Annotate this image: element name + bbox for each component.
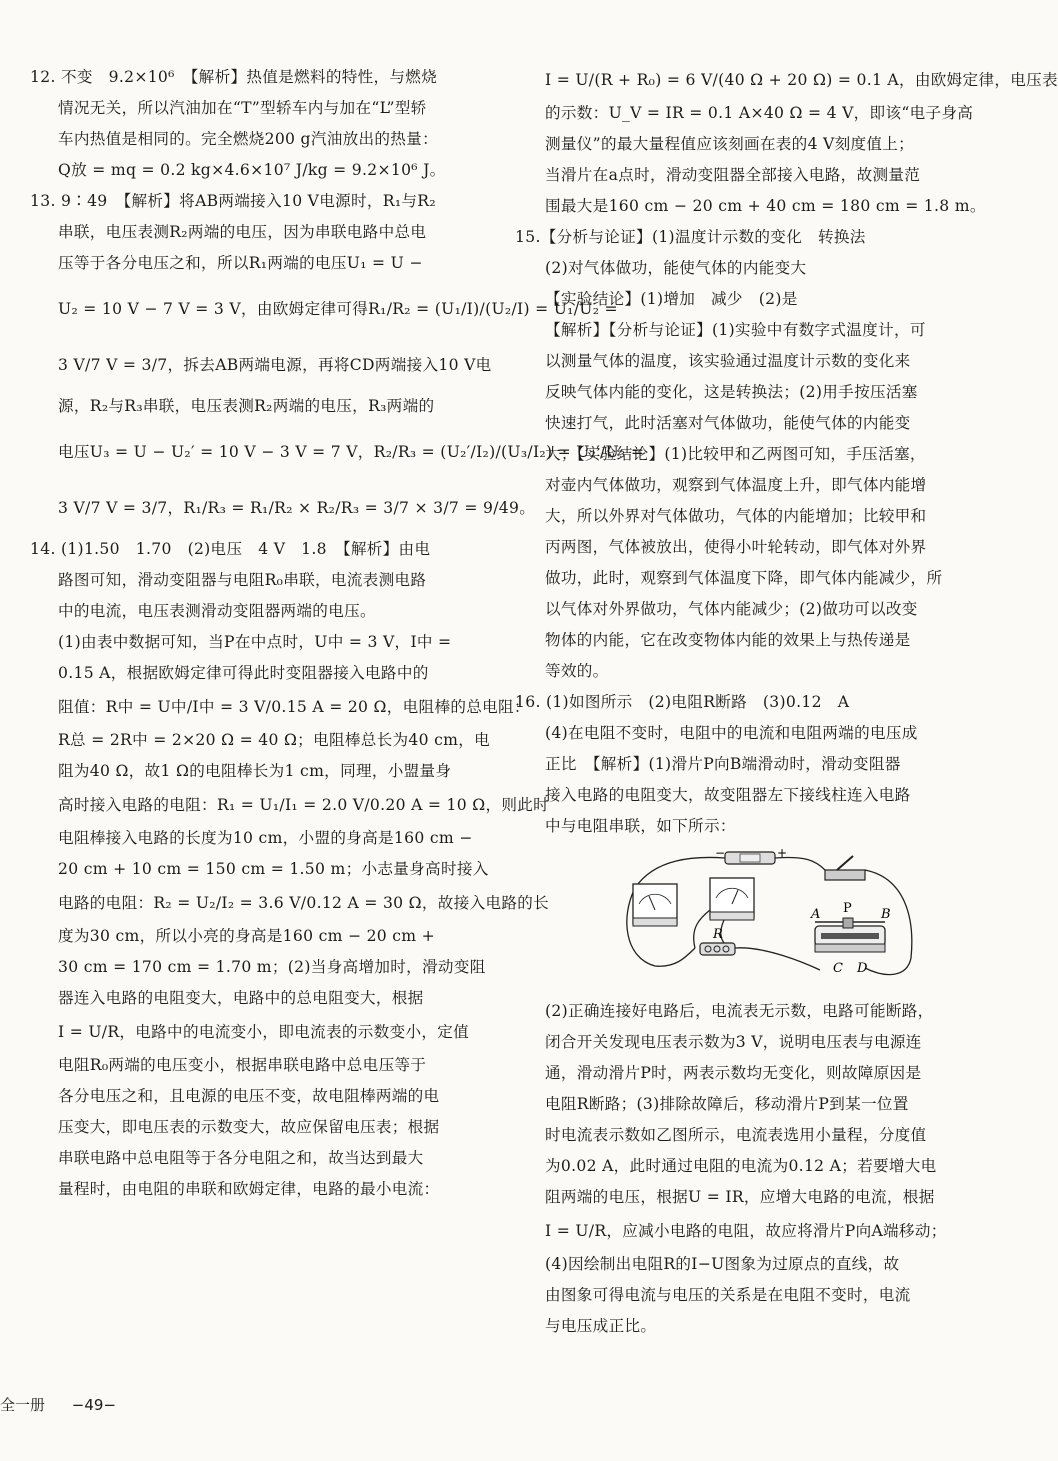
text-line: 各分电压之和，且电源的电压不变，故电阻棒两端的电 bbox=[58, 1087, 440, 1105]
text-line: 电阻棒接入电路的长度为10 cm，小盟的身高是160 cm − bbox=[58, 829, 473, 847]
text-line: 15.【分析与论证】(1)温度计示数的变化 转换法 bbox=[515, 228, 866, 246]
text-line: 3 V/7 V = 3/7，拆去AB两端电源，再将CD两端接入10 V电 bbox=[58, 356, 492, 374]
text-line: 与电压成正比。 bbox=[545, 1317, 657, 1335]
text-line: 13. 9∶49 【解析】将AB两端接入10 V电源时，R₁与R₂ bbox=[30, 192, 436, 210]
text-line: 大；【实验结论】(1)比较甲和乙两图可知，手压活塞， bbox=[545, 445, 926, 463]
text-line: 20 cm + 10 cm = 150 cm = 1.50 m；小志量身高时接入 bbox=[58, 860, 489, 878]
text-line: (2)对气体做功，能使气体的内能变大 bbox=[545, 259, 807, 277]
text-line: U₂ = 10 V − 7 V = 3 V，由欧姆定律可得R₁/R₂ = (U₁/I)/(U₂/I) = U₁/U₂ = bbox=[58, 300, 618, 318]
battery-plus-label: + bbox=[777, 846, 788, 860]
resistor-label: R bbox=[713, 927, 723, 942]
battery-minus-label: − bbox=[715, 846, 726, 860]
text-line: 电阻R₀两端的电压变小，根据串联电路中总电压等于 bbox=[58, 1056, 427, 1074]
text-line: 接入电路的电阻变大，故变阻器左下接线柱连入电路 bbox=[545, 786, 911, 804]
text-line: 压变大，即电压表的示数变大，故应保留电压表；根据 bbox=[58, 1118, 440, 1136]
text-line: 串联，电压表测R₂两端的电压，因为串联电路中总电 bbox=[58, 223, 427, 241]
text-line: 由图象可得电流与电压的关系是在电阻不变时，电流 bbox=[545, 1286, 911, 1304]
page-number: −49− bbox=[71, 1396, 117, 1414]
text-line: 通，滑动滑片P时，两表示数均无变化，则故障原因是 bbox=[545, 1064, 922, 1082]
switch-icon bbox=[825, 856, 865, 880]
text-line: 量程时，由电阻的串联和欧姆定律，电路的最小电流： bbox=[58, 1180, 440, 1198]
text-line: 源，R₂与R₃串联，电压表测R₂两端的电压，R₃两端的 bbox=[58, 397, 435, 415]
text-line: 围最大是160 cm − 20 cm + 40 cm = 180 cm = 1.8 m。 bbox=[545, 197, 986, 215]
text-line: (4)因绘制出电阻R的I−U图象为过原点的直线，故 bbox=[545, 1255, 900, 1273]
rheostat-p-label: P bbox=[843, 901, 852, 916]
text-line: 0.15 A，根据欧姆定律可得此时变阻器接入电路中的 bbox=[58, 664, 429, 682]
text-line: 大，所以外界对气体做功，气体的内能增加；比较甲和 bbox=[545, 507, 927, 525]
rheostat-a-label: A bbox=[811, 907, 821, 922]
text-line: R总 = 2R中 = 2×20 Ω = 40 Ω；电阻棒总长为40 cm，电 bbox=[58, 731, 491, 749]
text-line: 电阻R断路；(3)排除故障后，移动滑片P到某一位置 bbox=[545, 1095, 909, 1113]
text-line: (1)由表中数据可知，当P在中点时，U中 = 3 V，I中 = bbox=[58, 633, 452, 651]
text-line: 丙两图，气体被放出，使得小叶轮转动，即气体对外界 bbox=[545, 538, 927, 556]
text-line: 16. (1)如图所示 (2)电阻R断路 (3)0.12 A bbox=[515, 693, 850, 711]
text-line: 以气体对外界做功，气体内能减少；(2)做功可以改变 bbox=[545, 600, 918, 618]
text-line: 中与电阻串联，如下所示： bbox=[545, 817, 736, 835]
text-line: 串联电路中总电阻等于各分电阻之和，故当达到最大 bbox=[58, 1149, 424, 1167]
text-line: 正比 【解析】(1)滑片P向B端滑动时，滑动变阻器 bbox=[545, 755, 901, 773]
text-line: 为0.02 A，此时通过电阻的电流为0.12 A；若要增大电 bbox=[545, 1157, 937, 1175]
text-line: 阻值：R中 = U中/I中 = 3 V/0.15 A = 20 Ω，电阻棒的总电阻： bbox=[58, 698, 530, 716]
text-line: 12. 不变 9.2×10⁶ 【解析】热值是燃料的特性，与燃烧 bbox=[30, 68, 438, 86]
text-line: 压等于各分电压之和，所以R₁两端的电压U₁ = U − bbox=[58, 254, 423, 272]
text-line: 测量仪”的最大量程值应该刻画在表的4 V刻度值上； bbox=[545, 135, 915, 153]
text-line: 电压U₃ = U − U₂′ = 10 V − 3 V = 7 V，R₂/R₃ = (U₂′/I₂)/(U₃/I₂) = U₂′/U₃ = bbox=[58, 443, 645, 461]
text-line: I = U/R，电路中的电流变小，即电流表的示数变小，定值 bbox=[58, 1023, 470, 1041]
text-line: 路图可知，滑动变阻器与电阻R₀串联，电流表测电路 bbox=[58, 571, 427, 589]
text-line: Q放 = mq = 0.2 kg×4.6×10⁷ J/kg = 9.2×10⁶ J。 bbox=[58, 161, 446, 179]
page-footer bbox=[0, 1394, 138, 1415]
ammeter-icon bbox=[633, 884, 677, 926]
circuit-diagram bbox=[615, 848, 915, 986]
footer-book-label: 全一册 bbox=[0, 1396, 46, 1414]
text-line: (2)正确连接好电路后，电流表无示数，电路可能断路， bbox=[545, 1002, 934, 1020]
rheostat-b-label: B bbox=[881, 907, 891, 922]
text-line: (4)在电阻不变时，电阻中的电流和电阻两端的电压成 bbox=[545, 724, 918, 742]
text-line: 物体的内能，它在改变物体内能的效果上与热传递是 bbox=[545, 631, 911, 649]
text-line: 阻两端的电压，根据U = IR，应增大电路的电流，根据 bbox=[545, 1188, 935, 1206]
text-line: 对壶内气体做功，观察到气体温度上升，即气体内能增 bbox=[545, 476, 927, 494]
text-line: 闭合开关发现电压表示数为3 V，说明电压表与电源连 bbox=[545, 1033, 922, 1051]
text-line: 阻为40 Ω，故1 Ω的电阻棒长为1 cm，同理，小盟量身 bbox=[58, 762, 452, 780]
resistor-icon bbox=[700, 943, 735, 955]
rheostat-d-label: D bbox=[857, 961, 868, 976]
text-line: 器连入电路的电阻变大，电路中的总电阻变大，根据 bbox=[58, 989, 424, 1007]
text-line: 以测量气体的温度，该实验通过温度计示数的变化来 bbox=[545, 352, 911, 370]
battery-icon bbox=[725, 852, 775, 864]
text-line: 时电流表示数如乙图所示，电流表选用小量程，分度值 bbox=[545, 1126, 927, 1144]
text-line: 反映气体内能的变化，这是转换法；(2)用手按压活塞 bbox=[545, 383, 918, 401]
text-line: 做功，此时，观察到气体温度下降，即气体内能减少，所 bbox=[545, 569, 943, 587]
voltmeter-icon bbox=[710, 878, 754, 920]
text-line: 当滑片在a点时，滑动变阻器全部接入电路，故测量范 bbox=[545, 166, 921, 184]
text-line: 3 V/7 V = 3/7，R₁/R₃ = R₁/R₂ × R₂/R₃ = 3/7 × 3/7 = 9/49。 bbox=[58, 499, 536, 517]
text-line: 电路的电阻：R₂ = U₂/I₂ = 3.6 V/0.12 A = 30 Ω，故接入电路的长 bbox=[58, 894, 550, 912]
text-line: 情况无关，所以汽油加在“T”型轿车内与加在“L”型轿 bbox=[58, 99, 427, 117]
text-line: 【实验结论】(1)增加 减少 (2)是 bbox=[545, 290, 798, 308]
text-line: I = U/R，应减小电路的电阻，故应将滑片P向A端移动； bbox=[545, 1222, 947, 1240]
text-line: 中的电流，电压表测滑动变阻器两端的电压。 bbox=[58, 602, 376, 620]
text-line: 【解析】【分析与论证】(1)实验中有数字式温度计，可 bbox=[545, 321, 926, 339]
text-line: 车内热值是相同的。完全燃烧200 g汽油放出的热量： bbox=[58, 130, 438, 148]
text-line: 14. (1)1.50 1.70 (2)电压 4 V 1.8 【解析】由电 bbox=[30, 540, 431, 558]
text-line: 的示数：U_V = IR = 0.1 A×40 Ω = 4 V，即该“电子身高 bbox=[545, 104, 974, 122]
text-line: 等效的。 bbox=[545, 662, 609, 680]
right-column bbox=[515, 62, 1058, 1342]
text-line: 高时接入电路的电阻：R₁ = U₁/I₁ = 2.0 V/0.20 A = 10 Ω，则此时 bbox=[58, 796, 550, 814]
text-line: I = U/(R + R₀) = 6 V/(40 Ω + 20 Ω) = 0.1 A，由欧姆定律，电压表 bbox=[545, 71, 1058, 89]
text-line: 30 cm = 170 cm = 1.70 m；(2)当身高增加时，滑动变阻 bbox=[58, 958, 486, 976]
text-line: 快速打气，此时活塞对气体做功，能使气体的内能变 bbox=[545, 414, 911, 432]
rheostat-c-label: C bbox=[833, 961, 843, 976]
rheostat-icon bbox=[815, 918, 885, 952]
text-line: 度为30 cm，所以小亮的身高是160 cm − 20 cm + bbox=[58, 927, 436, 945]
